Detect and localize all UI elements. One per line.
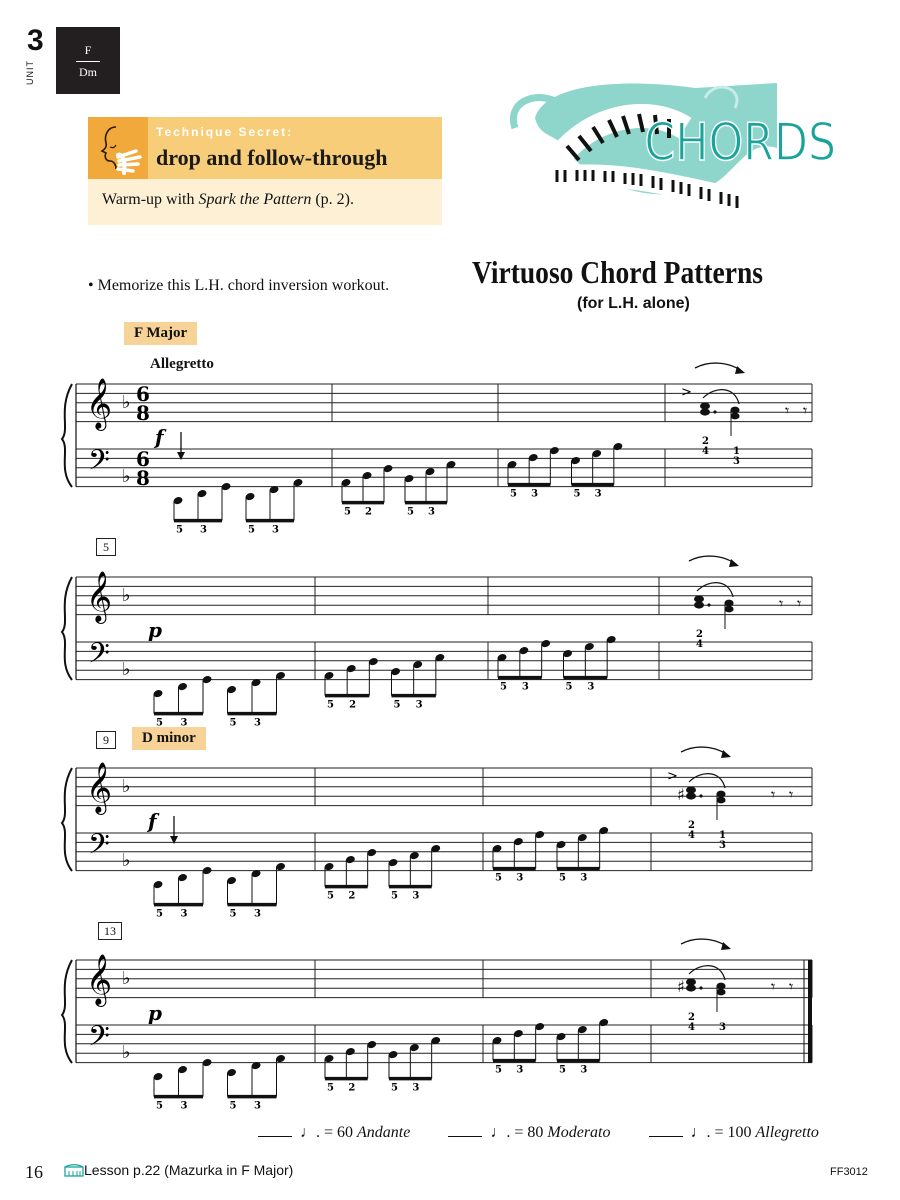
chord-note-head xyxy=(716,797,725,804)
chord-note-head xyxy=(700,408,710,415)
slur xyxy=(689,774,725,788)
dynamic-marking: p xyxy=(148,1001,162,1025)
bass-clef: 𝄢 xyxy=(88,637,110,677)
chord-note-head xyxy=(694,601,704,608)
fingering: 5 xyxy=(407,506,414,518)
page-number: 16 xyxy=(25,1162,43,1182)
fingering: 4 xyxy=(688,1022,695,1033)
chord-note-head xyxy=(716,989,725,996)
key-label-f-major: F Major xyxy=(124,322,197,345)
eighth-rest: 𝄾 xyxy=(803,401,808,420)
fingering: 5 xyxy=(327,699,334,711)
chord-note-head xyxy=(730,413,739,420)
flat-sign: ♭ xyxy=(122,585,131,606)
fingering: 5 xyxy=(176,524,183,536)
fingering: 3 xyxy=(272,524,279,536)
technique-warmup: Warm-up with Spark the Pattern (p. 2). xyxy=(102,191,354,208)
page-subtitle: (for L.H. alone) xyxy=(577,295,690,312)
tempo-option: ♩. = 100 Allegretto xyxy=(649,1124,819,1141)
fingering: 5 xyxy=(495,872,502,884)
unit-number: 3 xyxy=(27,24,44,57)
fingering: 3 xyxy=(531,488,539,500)
fingering: 1 xyxy=(733,446,740,457)
fingering: 3 xyxy=(412,1082,420,1094)
fingering: 3 xyxy=(180,717,188,729)
eighth-rest: 𝄾 xyxy=(779,594,784,613)
final-barline xyxy=(808,960,812,1063)
fingering: 3 xyxy=(733,456,740,467)
fingering: 2 xyxy=(696,629,703,640)
time-signature-top: 6 xyxy=(136,447,150,471)
fingering: 5 xyxy=(229,717,237,729)
fingering: 3 xyxy=(587,681,595,693)
follow-through-arrow xyxy=(689,556,737,565)
unit-word: UNIT xyxy=(25,60,35,85)
flat-sign: ♭ xyxy=(122,659,131,680)
fingering: 5 xyxy=(344,506,351,518)
dynamic-marking: f xyxy=(155,425,164,449)
grand-staff-brace xyxy=(62,768,72,871)
fingering: 4 xyxy=(688,830,695,841)
fingering: 3 xyxy=(516,1064,524,1076)
eighth-rest: 𝄾 xyxy=(789,977,794,996)
chord-note-head xyxy=(724,606,733,613)
tempo-marking: Allegretto xyxy=(150,356,214,372)
fingering: 3 xyxy=(200,524,207,536)
fingering: 5 xyxy=(229,908,237,920)
fingering: 3 xyxy=(254,1100,261,1112)
fingering: 5 xyxy=(327,1082,334,1094)
treble-clef: 𝄞 xyxy=(86,762,113,813)
fingering: 3 xyxy=(719,840,726,851)
measure-number-9: 9 xyxy=(96,731,116,749)
fingering: 5 xyxy=(229,1100,237,1112)
chords-logo-text: CHORDS xyxy=(644,112,837,173)
fingering: 3 xyxy=(521,681,529,693)
measure-number-13: 13 xyxy=(98,922,122,940)
sharp-sign: ♯ xyxy=(677,977,685,996)
fingering: 2 xyxy=(688,1012,695,1023)
fingering: 5 xyxy=(393,699,401,711)
fingering: 5 xyxy=(573,488,581,500)
flat-sign: ♭ xyxy=(122,776,131,797)
fingering: 2 xyxy=(702,436,709,447)
fingering: 2 xyxy=(348,1082,356,1094)
fingering: 5 xyxy=(510,488,517,500)
key-label-d-minor: D minor xyxy=(132,727,206,750)
fingering: 2 xyxy=(365,506,372,518)
fingering: 3 xyxy=(254,717,261,729)
fingering: 5 xyxy=(156,1100,163,1112)
grand-staff-brace xyxy=(62,384,72,487)
eighth-rest: 𝄾 xyxy=(771,977,776,996)
fingering: 5 xyxy=(391,1082,398,1094)
tempo-option: ♩. = 60 Andante xyxy=(258,1124,410,1141)
flat-sign: ♭ xyxy=(122,850,131,871)
technique-title: drop and follow-through xyxy=(156,145,388,170)
follow-through-arrow xyxy=(681,939,729,948)
follow-through-arrow xyxy=(681,747,729,756)
eighth-rest: 𝄾 xyxy=(771,785,776,804)
slur xyxy=(697,583,733,597)
sharp-sign: ♯ xyxy=(677,785,685,804)
grand-staff-brace xyxy=(62,960,72,1063)
fingering: 3 xyxy=(428,506,435,518)
chord-note-head xyxy=(686,792,696,799)
flat-sign: ♭ xyxy=(122,392,131,413)
slur xyxy=(689,966,725,980)
fingering: 1 xyxy=(719,830,726,841)
chord-note-head xyxy=(730,407,739,414)
fingering: 5 xyxy=(156,717,163,729)
bass-clef: 𝄢 xyxy=(88,444,110,484)
bass-clef: 𝄢 xyxy=(88,828,110,868)
time-signature-bottom: 8 xyxy=(136,466,150,490)
fingering: 5 xyxy=(565,681,573,693)
fingering: 4 xyxy=(702,446,709,457)
fingering: 2 xyxy=(349,699,357,711)
accent-mark: > xyxy=(667,769,678,784)
treble-clef: 𝄞 xyxy=(86,571,113,622)
dynamic-marking: p xyxy=(148,618,162,642)
treble-clef: 𝄞 xyxy=(86,954,113,1005)
fingering: 3 xyxy=(594,488,602,500)
fingering: 5 xyxy=(248,524,255,536)
piano-book-icon xyxy=(64,1164,84,1183)
fingering: 2 xyxy=(688,820,695,831)
eighth-rest: 𝄾 xyxy=(789,785,794,804)
warmup-piece: Spark the Pattern xyxy=(198,191,312,208)
fingering: 3 xyxy=(180,908,188,920)
fingering: 3 xyxy=(412,890,420,902)
dynamic-marking: f xyxy=(148,809,157,833)
fingering: 3 xyxy=(580,872,588,884)
bass-clef: 𝄢 xyxy=(88,1020,110,1060)
fingering: 2 xyxy=(348,890,356,902)
fingering: 3 xyxy=(180,1100,188,1112)
lesson-reference: Lesson p.22 (Mazurka in F Major) xyxy=(84,1162,294,1178)
fingering: 3 xyxy=(415,699,423,711)
fingering: 5 xyxy=(495,1064,502,1076)
slur xyxy=(703,390,739,404)
key-major: F xyxy=(84,43,92,57)
fingering: 5 xyxy=(156,908,163,920)
dot xyxy=(713,410,716,413)
page-title: Virtuoso Chord Patterns xyxy=(472,254,763,290)
chord-note-head xyxy=(724,600,733,607)
fingering: 5 xyxy=(559,1064,566,1076)
dot xyxy=(707,603,710,606)
time-signature-bottom: 8 xyxy=(136,401,150,425)
fingering: 4 xyxy=(696,639,703,650)
chord-note-head xyxy=(716,791,725,798)
flat-sign: ♭ xyxy=(122,968,131,989)
fingering: 3 xyxy=(254,908,261,920)
flat-sign: ♭ xyxy=(122,466,131,487)
fingering: 5 xyxy=(559,872,566,884)
fingering: 3 xyxy=(580,1064,588,1076)
eighth-rest: 𝄾 xyxy=(797,594,802,613)
fingering: 3 xyxy=(516,872,524,884)
time-signature-top: 6 xyxy=(136,382,150,406)
chord-note-head xyxy=(686,984,696,991)
grand-staff-brace xyxy=(62,577,72,680)
dot xyxy=(699,794,702,797)
treble-clef: 𝄞 xyxy=(86,378,113,429)
eighth-rest: 𝄾 xyxy=(785,401,790,420)
fingering: 5 xyxy=(391,890,398,902)
catalog-code: FF3012 xyxy=(830,1166,868,1178)
key-minor: Dm xyxy=(79,65,97,79)
instruction-text: • Memorize this L.H. chord inversion workout. xyxy=(88,277,390,294)
follow-through-arrow xyxy=(695,363,743,372)
fingering: 3 xyxy=(719,1022,726,1033)
tempo-options xyxy=(258,1124,819,1142)
dot xyxy=(699,986,702,989)
fingering: 5 xyxy=(500,681,507,693)
technique-label: Technique Secret: xyxy=(156,125,294,139)
chord-note-head xyxy=(716,983,725,990)
fingering: 5 xyxy=(327,890,334,902)
measure-number-5: 5 xyxy=(96,538,116,556)
flat-sign: ♭ xyxy=(122,1042,131,1063)
accent-mark: > xyxy=(681,385,692,400)
tempo-option: ♩. = 80 Moderato xyxy=(448,1124,610,1141)
